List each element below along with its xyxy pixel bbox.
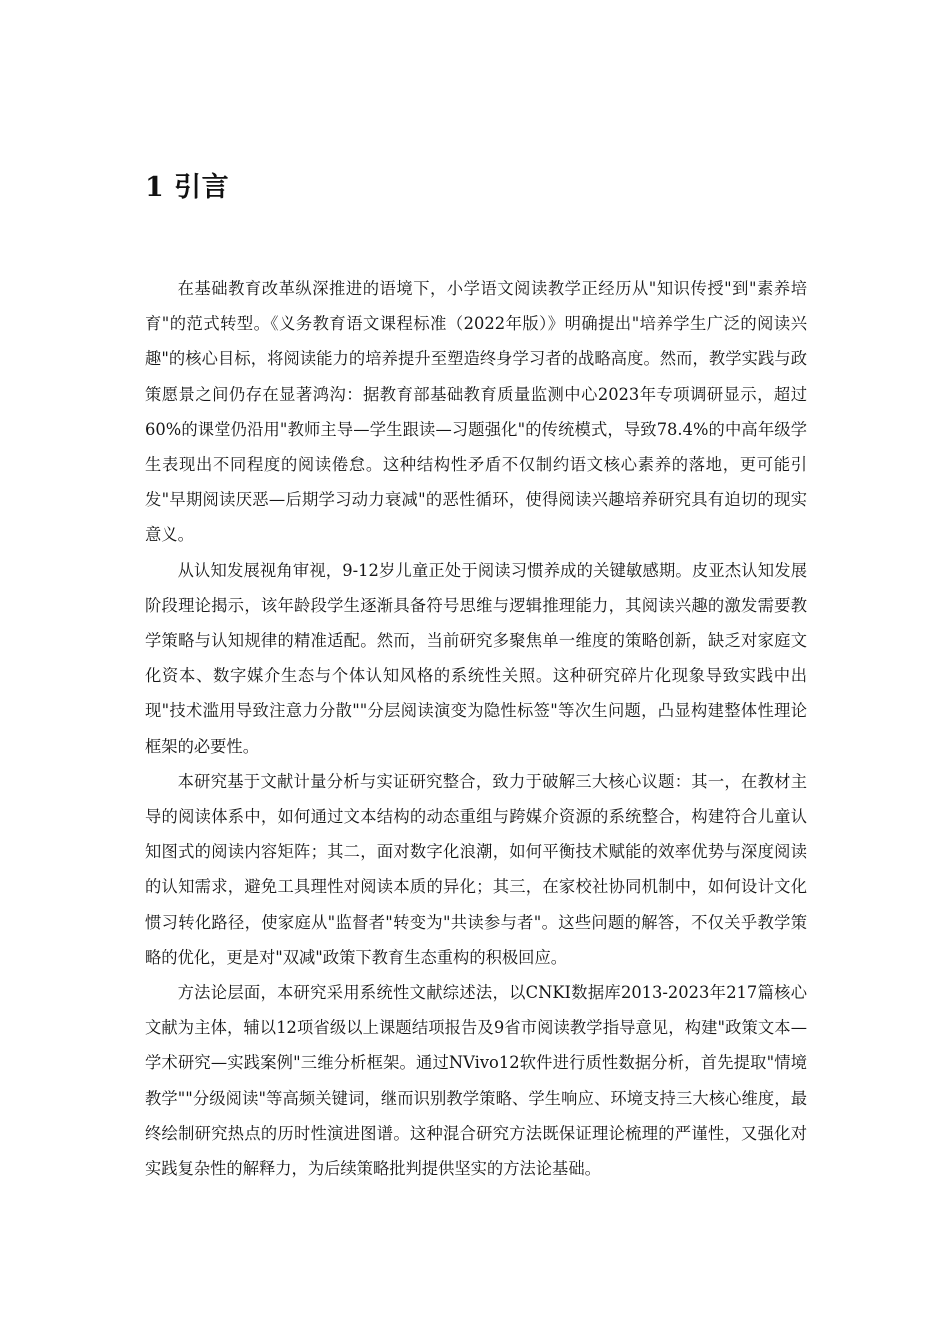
paragraph-3: 本研究基于文献计量分析与实证研究整合，致力于破解三大核心议题：其一，在教材主导的阅读体系中，如何通过文本结构的动态重组与跨媒介资源的系统整合，构建符合儿童认知图式的阅读内容矩阵；其二，面对数字化浪潮，如何平衡技术赋能的效率优势与深度阅读的认知需求，避免工具理性对阅读本质的异化；其三，在家校社协同机制中，如何设计文化惯习转化路径，使家庭从"监督者"转变为"共读参与者"。这些问题的解答，不仅关乎教学策略的优化，更是对"双减"政策下教育生态重构的积极回应。 [145,771,807,967]
body-text [145,271,807,1186]
paragraph-2: 从认知发展视角审视，9-12岁儿童正处于阅读习惯养成的关键敏感期。皮亚杰认知发展阶段理论揭示，该年龄段学生逐渐具备符号思维与逻辑推理能力，其阅读兴趣的激发需要教学策略与认知规律的精准适配。然而，当前研究多聚焦单一维度的策略创新，缺乏对家庭文化资本、数字媒介生态与个体认知风格的系统性关照。这种研究碎片化现象导致实践中出现"技术滥用导致注意力分散""分层阅读演变为隐性标签"等次生问题，凸显构建整体性理论框架的必要性。 [145,560,807,756]
section-heading: 1 引言 [145,172,230,203]
paragraph-4: 方法论层面，本研究采用系统性文献综述法，以CNKI数据库2013-2023年217篇核心文献为主体，辅以12项省级以上课题结项报告及9省市阅读教学指导意见，构建"政策文本—学术研究—实践案例"三维分析框架。通过NVivo12软件进行质性数据分析，首先提取"情境教学""分级阅读"等高频关键词，继而识别教学策略、学生响应、环境支持三大核心维度，最终绘制研究热点的历时性演进图谱。这种混合研究方法既保证理论梳理的严谨性，又强化对实践复杂性的解释力，为后续策略批判提供坚实的方法论基础。 [145,983,807,1179]
paragraph-1: 在基础教育改革纵深推进的语境下，小学语文阅读教学正经历从"知识传授"到"素养培育"的范式转型。《义务教育语文课程标准（2022年版）》明确提出"培养学生广泛的阅读兴趣"的核心目标，将阅读能力的培养提升至塑造终身学习者的战略高度。然而，教学实践与政策愿景之间仍存在显著鸿沟：据教育部基础教育质量监测中心2023年专项调研显示，超过60%的课堂仍沿用"教师主导—学生跟读—习题强化"的传统模式，导致78.4%的中高年级学生表现出不同程度的阅读倦怠。这种结构性矛盾不仅制约语文核心素养的落地，更可能引发"早期阅读厌恶—后期学习动力衰减"的恶性循环，使得阅读兴趣培养研究具有迫切的现实意义。 [145,279,807,545]
